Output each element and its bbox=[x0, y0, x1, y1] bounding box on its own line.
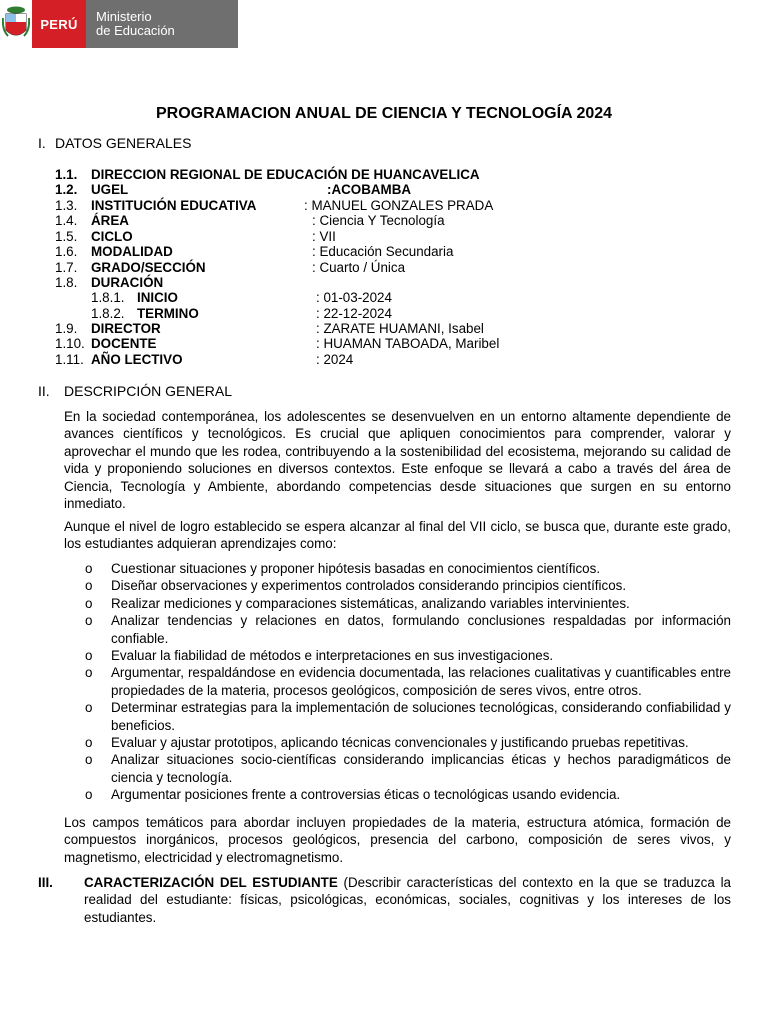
bullet-marker: o bbox=[85, 752, 93, 768]
row-value: : 01-03-2024 bbox=[316, 290, 392, 305]
list-item-text: Argumentar posiciones frente a controversias éticas o tecnológicas usando evidencia. bbox=[111, 787, 621, 803]
row-number: 1.10. bbox=[55, 336, 85, 351]
section3-paragraph bbox=[84, 874, 731, 926]
row-value: : 22-12-2024 bbox=[316, 306, 392, 321]
description-paragraph-1: En la sociedad contemporánea, los adolescentes se desenvuelven en un entorno altamente dependiente de avances científicos y tecnológicos. Es crucial que apliquen conocimientos para comprender, valorar y aprovechar el mundo que les rodea, contribuyendo a la sostenibilidad del ecosistema, mejorando su calidad de vida y proponiendo soluciones en diversos contextos. Este enfoque se llevará a cabo a través del área de Ciencia, Tecnología y Ambiente, abordando competencias desde situaciones que surgen en su entorno inmediato. bbox=[64, 409, 731, 512]
row-value: : HUAMAN TABOADA, Maribel bbox=[316, 336, 500, 351]
section2-number: II. bbox=[38, 383, 50, 399]
bullet-marker: o bbox=[85, 700, 93, 716]
row-value: : Educación Secundaria bbox=[312, 244, 454, 259]
row-label: UGEL bbox=[91, 182, 129, 197]
list-item bbox=[85, 560, 731, 577]
description-paragraph-2: Aunque el nivel de logro establecido se espera alcanzar al final del VII ciclo, se busca que, durante este grado, los estudiantes adquieran aprendizajes como: bbox=[64, 519, 731, 552]
ministry-line1: Ministerio bbox=[96, 9, 152, 24]
list-item bbox=[85, 699, 731, 734]
row-value: : 2024 bbox=[316, 352, 354, 367]
bullet-marker: o bbox=[85, 613, 93, 629]
row-number: 1.6. bbox=[55, 244, 78, 259]
row-number: 1.4. bbox=[55, 213, 78, 228]
row-number: 1.8. bbox=[55, 275, 78, 290]
ministry-line2: de Educación bbox=[96, 23, 175, 38]
list-item bbox=[85, 664, 731, 699]
document-title: PROGRAMACION ANUAL DE CIENCIA Y TECNOLOGÍA 2024 bbox=[155, 105, 613, 122]
bullet-marker: o bbox=[85, 787, 93, 803]
bullet-marker: o bbox=[85, 648, 93, 664]
row-label: INICIO bbox=[137, 290, 178, 305]
row-number: 1.3. bbox=[55, 198, 78, 213]
row-number: 1.2. bbox=[55, 182, 78, 197]
bullet-marker: o bbox=[85, 561, 93, 576]
list-item bbox=[85, 577, 731, 594]
ministry-logo-text bbox=[86, 0, 238, 48]
bullet-marker: o bbox=[85, 578, 93, 594]
row-value: : ZARATE HUAMANI, Isabel bbox=[316, 321, 484, 336]
list-item bbox=[85, 751, 731, 786]
peru-coat-of-arms-icon bbox=[0, 0, 32, 48]
list-item bbox=[85, 734, 731, 751]
list-item-text: Argumentar, respaldándose en evidencia documentada, las relaciones cualitativas y cuantificables entre propiedades de la materia, procesos geológicos, composición de seres vivos, entre otros. bbox=[111, 665, 731, 698]
description-paragraph-3: Los campos temáticos para abordar incluyen propiedades de la materia, estructura atómica, formación de compuestos inorgánicos, procesos geológicos, presencia del carbono, composición de seres vivos, y magnetismo, electricidad y electromagnetismo. bbox=[64, 815, 731, 865]
bullet-marker: o bbox=[85, 595, 93, 611]
row-label: CICLO bbox=[91, 229, 133, 244]
section3-heading: CARACTERIZACIÓN DEL ESTUDIANTE bbox=[84, 875, 338, 890]
row-number: 1.8.1. bbox=[91, 290, 125, 305]
row-label: MODALIDAD bbox=[91, 244, 173, 259]
row-number: 1.9. bbox=[55, 321, 78, 336]
row-number: 1.8.2. bbox=[91, 306, 125, 321]
row-number: 1.1. bbox=[55, 167, 78, 182]
row-label: DOCENTE bbox=[91, 336, 157, 351]
row-value: :ACOBAMBA bbox=[327, 182, 412, 197]
row-value: : Cuarto / Única bbox=[312, 260, 406, 275]
bullet-marker: o bbox=[85, 665, 93, 681]
list-item-text: Diseñar observaciones y experimentos controlados considerando principios científicos. bbox=[111, 578, 627, 594]
row-label: DIRECTOR bbox=[91, 321, 161, 336]
list-item-text: Analizar tendencias y relaciones en datos, formulando conclusiones respaldadas por información confiable. bbox=[111, 613, 731, 646]
list-item-text: Evaluar la fiabilidad de métodos e interpretaciones en sus investigaciones. bbox=[111, 648, 554, 664]
section1-number: I. bbox=[38, 135, 46, 151]
row-label: GRADO/SECCIÓN bbox=[91, 260, 206, 275]
bullet-marker: o bbox=[85, 735, 93, 751]
row-label: AÑO LECTIVO bbox=[91, 352, 183, 367]
row-label: TERMINO bbox=[137, 306, 199, 321]
list-item bbox=[85, 595, 731, 612]
section1-heading: DATOS GENERALES bbox=[55, 135, 192, 151]
row-value: : Ciencia Y Tecnología bbox=[312, 213, 445, 228]
row-label: DIRECCION REGIONAL DE EDUCACIÓN DE HUANCAVELICA bbox=[91, 167, 480, 182]
section2-heading: DESCRIPCIÓN GENERAL bbox=[64, 383, 233, 399]
row-label: ÁREA bbox=[91, 213, 129, 228]
peru-label: PERÚ bbox=[32, 0, 86, 48]
list-item-text: Analizar situaciones socio-científicas considerando implicancias éticas y hechos paradigmáticos de ciencia y tecnología. bbox=[111, 752, 731, 785]
row-number: 1.7. bbox=[55, 260, 78, 275]
list-item bbox=[85, 786, 731, 803]
list-item-text: Cuestionar situaciones y proponer hipótesis basadas en conocimientos científicos. bbox=[111, 561, 601, 576]
section3-number: III. bbox=[38, 875, 53, 890]
row-number: 1.5. bbox=[55, 229, 78, 244]
row-label: INSTITUCIÓN EDUCATIVA bbox=[91, 198, 257, 213]
list-item-text: Evaluar y ajustar prototipos, aplicando técnicas convencionales y justificando pruebas repetitivas. bbox=[111, 735, 689, 751]
section3-text: (Describir características del contexto en la que se traduzca la realidad del estudiante: físicas, psicológicas, económicas, sociales, cognitivas y los intereses de los estudiantes. bbox=[84, 875, 731, 925]
row-label: DURACIÓN bbox=[91, 275, 164, 290]
row-value: : VII bbox=[312, 229, 336, 244]
list-item bbox=[85, 612, 731, 647]
list-item-text: Determinar estrategias para la implementación de soluciones tecnológicas, considerando confiabilidad y beneficios. bbox=[111, 700, 731, 733]
minedu-header bbox=[0, 0, 238, 48]
learning-outcomes-list bbox=[85, 560, 731, 804]
row-number: 1.11. bbox=[55, 352, 84, 367]
row-value: : MANUEL GONZALES PRADA bbox=[304, 198, 494, 213]
list-item-text: Realizar mediciones y comparaciones sistemáticas, analizando variables intervinientes. bbox=[111, 595, 630, 611]
list-item bbox=[85, 647, 731, 664]
